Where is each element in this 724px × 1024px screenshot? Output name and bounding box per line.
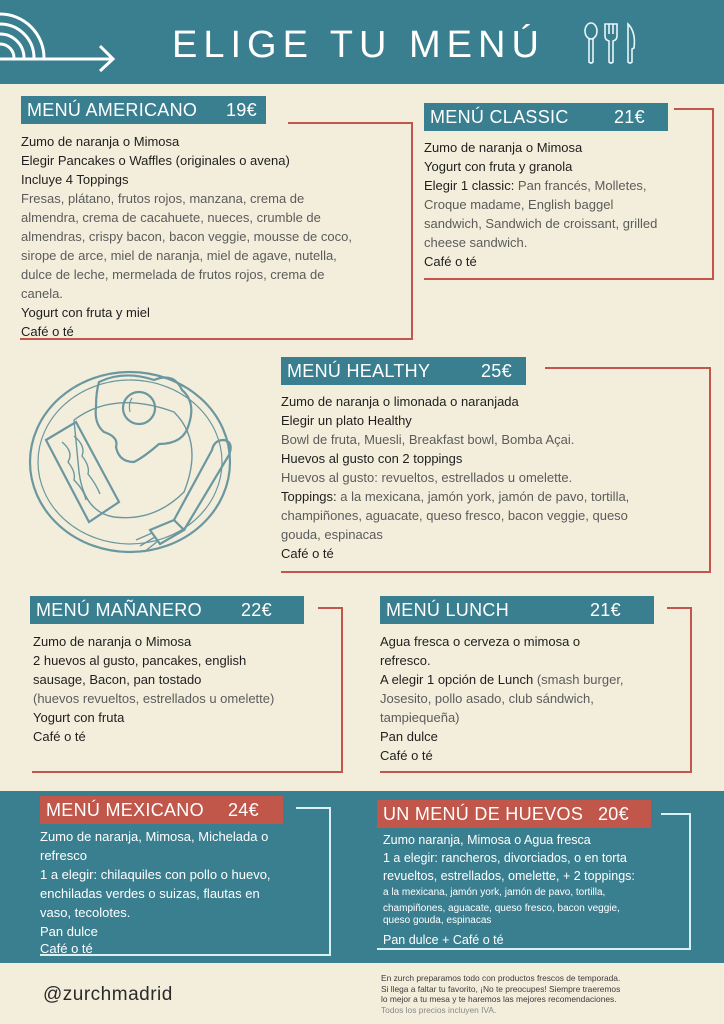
price: 19€ (226, 100, 257, 120)
menu-mananero-items: Zumo de naranja o Mimosa 2 huevos al gusto, pancakes, english sausage, Bacon, pan tostado (huevos revueltos, estrellados u omelette) Yogurt con fruta Café o té (33, 634, 275, 744)
price: 21€ (614, 107, 645, 127)
bacon-strip (46, 422, 119, 522)
menu-classic-items: Zumo de naranja o Mimosa Yogurt con fruta y granola Elegir 1 classic: Pan francés, Molletes, Croque madame, English baggel sandwich, Sandwich de croissant, grilled cheese sandwich. Café o té (424, 140, 658, 269)
header-banner (0, 0, 724, 84)
menu-healthy-title: MENÚ HEALTHY 25€ (281, 357, 526, 385)
menu-mexicano-items: Zumo de naranja, Mimosa, Michelada o refresco 1 a elegir: chilaquiles con pollo o huevo, enchiladas verdes o suizas, flautas en vaso, tecolotes. Pan dulce Café o té (40, 829, 271, 956)
menu-mananero-title: MENÚ MAÑANERO 22€ (30, 596, 304, 624)
menu-americano-title: MENÚ AMERICANO 19€ (21, 96, 266, 124)
spoon-icon (585, 23, 597, 63)
price: 24€ (228, 800, 259, 820)
plate-illustration-icon (24, 362, 244, 562)
menu-americano-items: Zumo de naranja o Mimosa Elegir Pancakes o Waffles (originales o avena) Incluye 4 Toppings Fresas, plátano, frutos rojos, manzana, crema de almendra, crema de cacahuete, nueces, crumble de almendras, crispy bacon, bacon veggie, mousse de coco, sirope de arce, miel de naranja, miel de agave, nutella, dulce de leche, mermelada de frutos rojos, crema de canela. Yogurt con fruta y miel Café o té (21, 134, 352, 339)
page-title: ELIGE TU MENÚ (172, 24, 545, 66)
fork-handle (174, 440, 231, 530)
footer-note: En zurch preparamos todo con productos frescos de temporada. Si llega a faltar tu favorito, ¡No te preocupes! Siempre traeremos lo mejor a tu mesa y te haremos las mejores recomendaciones. Todos los precios incluyen IVA. (381, 973, 621, 1015)
menu-huevos-title: UN MENÚ DE HUEVOS 20€ (377, 800, 651, 828)
instagram-handle[interactable]: @zurchmadrid (43, 984, 173, 1005)
price: 22€ (241, 600, 272, 620)
menu-lunch-title: MENÚ LUNCH 21€ (380, 596, 654, 624)
menu-classic-title: MENÚ CLASSIC 21€ (424, 103, 668, 131)
menu-lunch-items: Agua fresca o cerveza o mimosa o refresco. A elegir 1 opción de Lunch (smash burger, Josesito, pollo asado, club sándwich, tampiequeña) Pan dulce Café o té (380, 634, 624, 763)
tax-note: Todos los precios incluyen IVA. (381, 1004, 497, 1015)
cutlery-icons (578, 22, 642, 66)
fork-icon (605, 24, 617, 63)
menu-healthy-items: Zumo de naranja o limonada o naranjada Elegir un plato Healthy Bowl de fruta, Muesli, Breakfast bowl, Bomba Açai. Huevos al gusto con 2 toppings Huevos al gusto: revueltos, estrellados u omelette. Toppings: a la mexicana, jamón york, jamón de pavo, tortilla, champiñones, aguacate, queso fresco, bacon veggie, queso gouda, espinacas Café o té (281, 394, 630, 561)
knife-icon (628, 24, 634, 63)
egg-white (96, 375, 192, 462)
menu-mexicano-title: MENÚ MEXICANO 24€ (40, 796, 283, 824)
egg-yolk (123, 392, 155, 424)
rainbow-arrow-icon (0, 0, 120, 80)
price: 25€ (481, 361, 512, 381)
price: 21€ (590, 600, 621, 620)
price: 20€ (598, 804, 629, 824)
menu-huevos-items: Zumo naranja, Mimosa o Agua fresca 1 a elegir: rancheros, divorciados, o en torta revueltos, estrellados, omelette, + 2 toppings: a la mexicana, jamón york, jamón de pavo, tortilla, champiñones, aguacate, queso fresco, bacon veggie, queso gouda, espinacas Pan dulce + Café o té (383, 833, 635, 947)
